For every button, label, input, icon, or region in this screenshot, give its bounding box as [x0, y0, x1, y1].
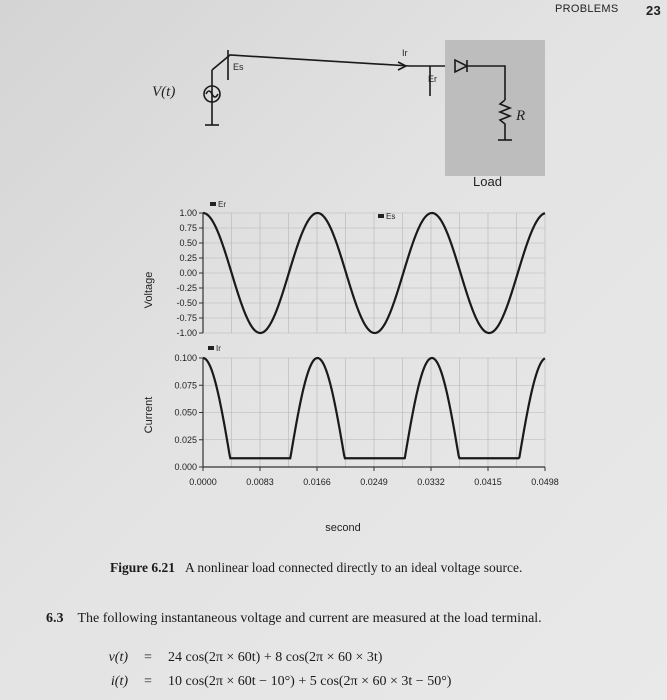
y-tick-label: -1.00: [176, 328, 197, 338]
equation-lhs: v(t): [108, 650, 128, 665]
equation-current: [78, 674, 451, 690]
resistor-label: R: [516, 108, 526, 124]
top-wire: [212, 55, 445, 70]
x-tick-label: 0.0415: [474, 477, 502, 487]
y-tick-label: -0.25: [176, 283, 197, 293]
y-tick-label: 0.25: [179, 253, 197, 263]
y-tick-label: 1.00: [179, 208, 197, 218]
page-number: 23: [646, 3, 662, 18]
equation-rhs: 10 cos(2π × 60t − 10°) + 5 cos(2π × 60 × 3t − 50°): [168, 674, 452, 689]
y-tick-label: 0.100: [174, 353, 197, 363]
x-tick-label: 0.0000: [189, 477, 217, 487]
y-tick-label: 0.00: [179, 268, 197, 278]
voltage-chart: [176, 200, 545, 338]
current-chart: [174, 344, 558, 487]
waveform-charts: [0, 195, 667, 540]
voltage-axis-label: Voltage: [143, 271, 155, 309]
problem-text: The following instantaneous voltage and current are measured at the load terminal.: [77, 611, 542, 626]
source-probe-label: Es: [233, 62, 244, 72]
equation-voltage: [78, 650, 382, 666]
y-tick-label: -0.50: [176, 298, 197, 308]
y-tick-label: 0.025: [174, 434, 197, 445]
running-header-title: PROBLEMS: [555, 3, 619, 15]
load-label: Load: [473, 174, 502, 189]
y-tick-label: 0.50: [179, 238, 197, 248]
x-tick-label: 0.0498: [531, 477, 559, 487]
load-probe-label: Er: [428, 74, 437, 84]
x-tick-label: 0.0083: [246, 477, 274, 487]
current-axis-label: Current: [143, 396, 155, 434]
x-tick-label: 0.0332: [417, 477, 445, 487]
y-tick-label: -0.75: [176, 313, 197, 323]
equation-lhs: i(t): [110, 674, 128, 689]
y-tick-label: 0.75: [179, 223, 197, 233]
legend-swatch: [378, 214, 384, 218]
legend-label: Ir: [216, 344, 221, 353]
legend-label: Er: [218, 200, 226, 209]
problem-statement: [46, 611, 656, 627]
figure-caption: [110, 560, 522, 576]
load-box: [445, 40, 545, 176]
legend-swatch: [210, 202, 216, 206]
figure-label: Figure 6.21: [110, 560, 175, 575]
x-axis-label: second: [325, 522, 361, 534]
equation-rhs: 24 cos(2π × 60t) + 8 cos(2π × 60 × 3t): [168, 650, 383, 665]
y-tick-label: 0.000: [174, 462, 197, 472]
current-probe-label: Ir: [402, 48, 408, 58]
source-label: V(t): [152, 84, 176, 100]
circuit-diagram: [0, 0, 667, 200]
x-tick-label: 0.0249: [360, 477, 388, 487]
x-tick-label: 0.0166: [303, 477, 331, 487]
legend-label: Es: [386, 212, 396, 221]
y-tick-label: 0.050: [174, 407, 197, 418]
y-tick-label: 0.075: [174, 380, 197, 391]
equation-op: =: [144, 674, 152, 689]
figure-caption-text: A nonlinear load connected directly to an ideal voltage source.: [185, 560, 523, 575]
equation-op: =: [144, 650, 152, 665]
legend-swatch: [208, 346, 214, 350]
problem-number: 6.3: [46, 611, 64, 626]
